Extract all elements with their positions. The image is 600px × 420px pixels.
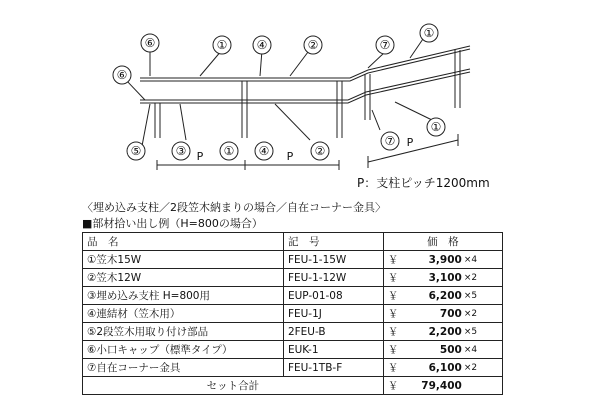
railing-diagram (0, 0, 600, 200)
table-row (83, 251, 503, 269)
part-name: ③埋め込み支柱 H=800用 (83, 287, 284, 305)
part-price: 2,200 (428, 325, 462, 338)
part-price: 500 (439, 343, 462, 356)
part-price: 3,900 (428, 253, 462, 266)
yen-mark: ￥ (387, 290, 399, 302)
upper-rail (140, 46, 470, 78)
part-name: ④連結材（笠木用） (83, 305, 284, 323)
part-code: EUP-01-08 (283, 287, 383, 305)
part-qty: ×2 (463, 362, 478, 373)
post-1 (155, 103, 160, 138)
table-row (83, 305, 503, 323)
part-name: ⑥小口キャップ（標準タイプ） (83, 341, 284, 359)
label-1: ① (216, 38, 228, 52)
yen-mark: ￥ (387, 272, 399, 284)
post-5 (455, 50, 460, 108)
table-row (83, 323, 503, 341)
total-price: 79,400 (421, 379, 462, 392)
yen-mark: ￥ (387, 362, 399, 374)
part-qty: ×5 (463, 326, 478, 337)
part-name: ②笠木12W (83, 269, 284, 287)
label-2: ② (314, 144, 326, 158)
part-name: ①笠木15W (83, 251, 284, 269)
part-qty: ×4 (463, 254, 478, 265)
parts-table (82, 232, 503, 395)
post-4 (365, 74, 370, 120)
header-price: 価 格 (383, 233, 502, 251)
label-1: ① (223, 144, 235, 158)
label-7: ⑦ (379, 38, 391, 52)
table-row (83, 269, 503, 287)
part-qty: ×5 (463, 290, 478, 301)
lower-rail (140, 69, 470, 100)
table-total-row (83, 377, 503, 395)
label-1: ① (430, 120, 442, 134)
caption-sub: ■部材拾い出し例（H=800の場合） (82, 217, 263, 230)
label-7: ⑦ (384, 134, 396, 148)
part-name: ⑤2段笠木用取り付け部品 (83, 323, 284, 341)
label-5: ⑤ (130, 144, 142, 158)
part-code: FEU-1-12W (283, 269, 383, 287)
yen-mark: ￥ (387, 380, 399, 392)
part-name: ⑦自在コーナー金具 (83, 359, 284, 377)
part-code: FEU-1TB-F (283, 359, 383, 377)
part-qty: ×4 (463, 344, 478, 355)
yen-mark: ￥ (387, 326, 399, 338)
pitch-note: P：支柱ピッチ1200mm (357, 176, 490, 190)
part-price: 6,200 (428, 289, 462, 302)
yen-mark: ￥ (387, 344, 399, 356)
table-row (83, 359, 503, 377)
label-1: ① (423, 26, 435, 40)
label-3: ③ (175, 144, 187, 158)
part-qty: ×2 (463, 272, 478, 283)
caption-main: 〈埋め込み支柱／2段笠木納まりの場合／自在コーナー金具〉 (82, 201, 386, 214)
header-name: 品 名 (83, 233, 284, 251)
total-label: セット合計 (83, 377, 384, 395)
pitch-label: P (286, 150, 294, 163)
header-code: 記 号 (283, 233, 383, 251)
label-2: ② (307, 38, 319, 52)
part-price: 3,100 (428, 271, 462, 284)
pitch-label: P (196, 150, 204, 163)
part-qty: ×2 (463, 308, 478, 319)
yen-mark: ￥ (387, 308, 399, 320)
part-price: 6,100 (428, 361, 462, 374)
part-code: 2FEU-B (283, 323, 383, 341)
label-6: ⑥ (144, 36, 156, 50)
table-header (83, 233, 503, 251)
pitch-label: P (406, 136, 414, 149)
yen-mark: ￥ (387, 254, 399, 266)
label-6: ⑥ (116, 68, 128, 82)
post-2 (242, 81, 247, 138)
part-code: EUK-1 (283, 341, 383, 359)
table-row (83, 341, 503, 359)
label-4: ④ (258, 144, 270, 158)
part-price: 700 (439, 307, 462, 320)
table-row (83, 287, 503, 305)
part-code: FEU-1J (283, 305, 383, 323)
post-3 (337, 81, 342, 138)
part-code: FEU-1-15W (283, 251, 383, 269)
label-4: ④ (256, 38, 268, 52)
